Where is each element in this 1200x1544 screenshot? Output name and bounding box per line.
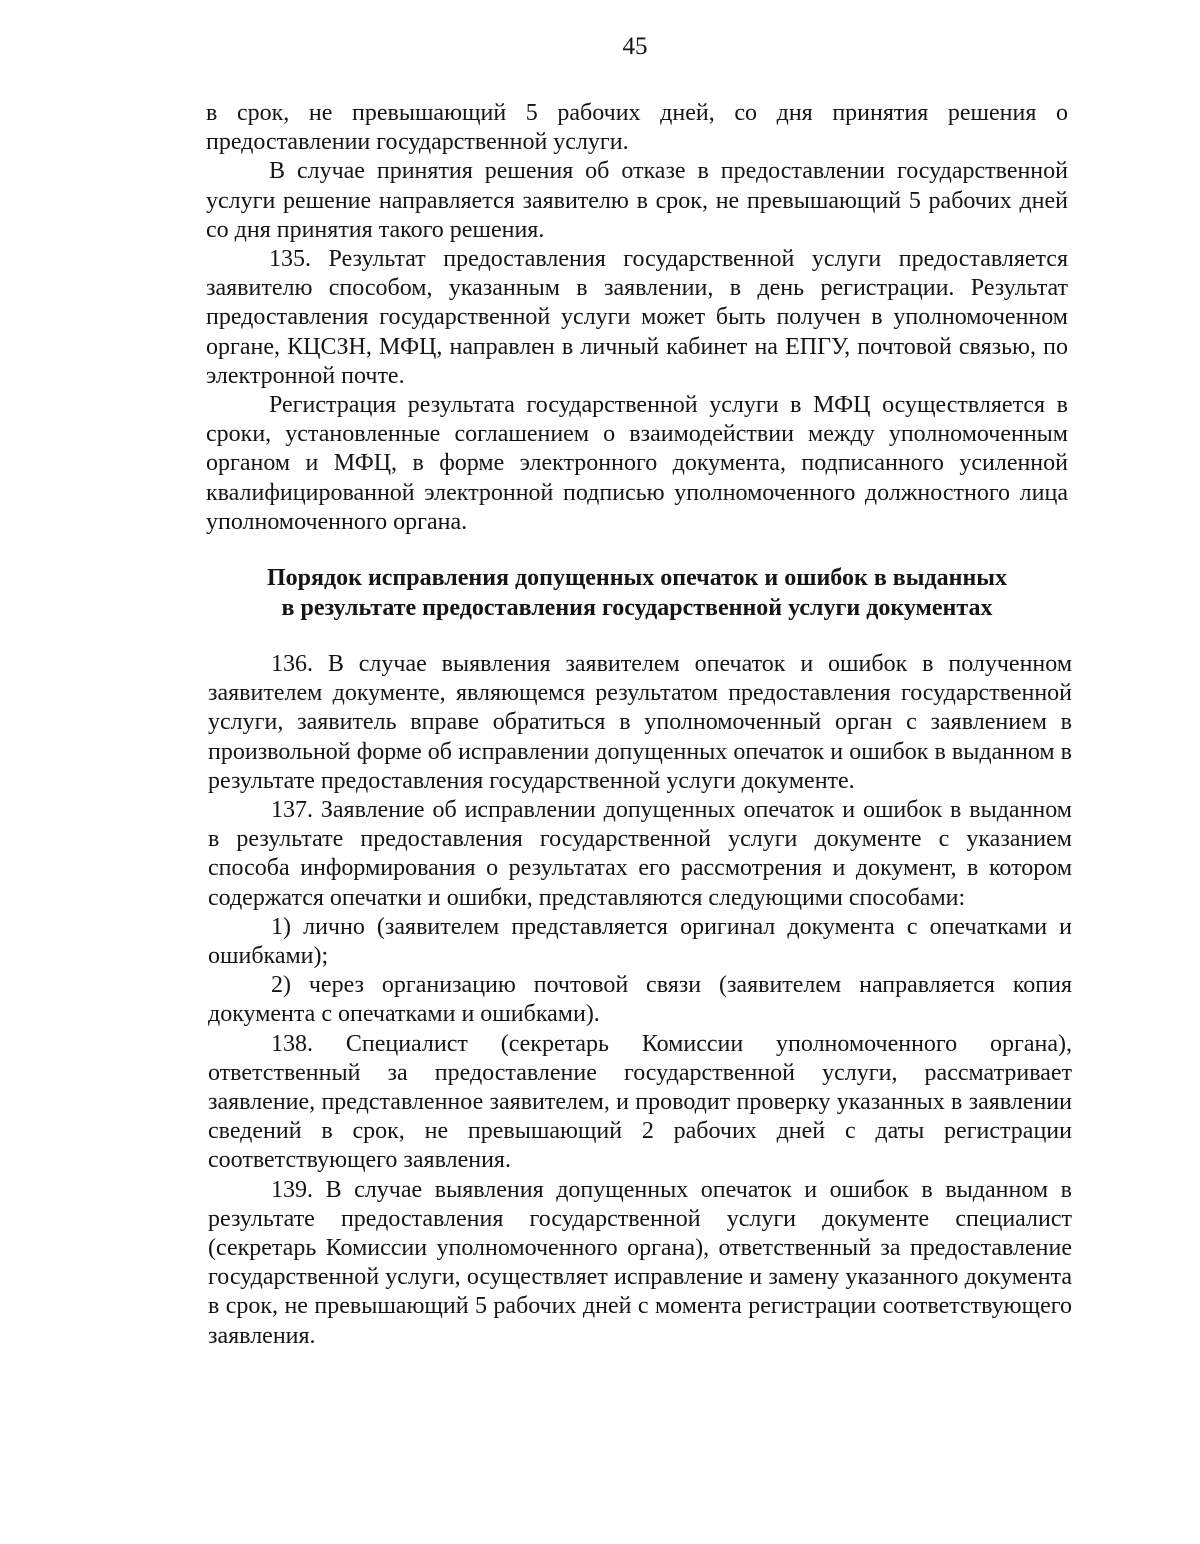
list-item-1: 1) лично (заявителем представляется оригинал документа с опечатками и ошибками); (208, 913, 1072, 970)
paragraph-138: 138. Специалист (секретарь Комиссии уполномоченного органа), ответственный за предоставление государственной услуги, рассматривает заявление, представленное заявителем, и проводит проверку указанных в заявлении сведений в срок, не превышающий 2 рабочих дней с даты регистрации соответствующего заявления. (208, 1030, 1072, 1174)
list-item-2: 2) через организацию почтовой связи (заявителем направляется копия документа с опечатками и ошибками). (208, 972, 1072, 1028)
paragraph-refusal: В случае принятия решения об отказе в предоставлении государственной услуги решение направляется заявителю в срок, не превышающий 5 рабочих дней со дня принятия такого решения. (206, 158, 1068, 243)
paragraph-registration: Регистрация результата государственной услуги в МФЦ осуществляется в сроки, установленные соглашением о взаимодействии между уполномоченным органом и МФЦ, в форме электронного документа, подписанного усиленной квалифицированной электронной подписью уполномоченного должностного лица уполномоченного органа. (206, 392, 1068, 535)
section-heading (206, 564, 1068, 623)
section-heading-line-2: в результате предоставления государственной услуги документах (281, 594, 993, 621)
paragraph-135: 135. Результат предоставления государственной услуги предоставляется заявителю способом, указанным в заявлении, в день регистрации. Результат предоставления государственной услуги может быть получен в уполномоченном органе, КЦСЗН, МФЦ, направлен в личный кабинет на ЕПГУ, почтовой связью, по электронной почте. (206, 246, 1068, 389)
page-number: 45 (622, 33, 648, 60)
paragraph-139: 139. В случае выявления допущенных опечаток и ошибок в выданном в результате предоставления государственной услуги документе специалист (секретарь Комиссии уполномоченного органа), ответственный за предоставление государственной услуги, осуществляет исправление и замену указанного документа в срок, не превышающий 5 рабочих дней с момента регистрации соответствующего заявления. (208, 1176, 1072, 1349)
paragraph-136: 136. В случае выявления заявителем опечаток и ошибок в полученном заявителем документе, являющемся результатом предоставления государственной услуги, заявитель вправе обратиться в уполномоченный орган с заявлением в произвольной форме об исправлении допущенных опечаток и ошибок в выданном в результате предоставления государственной услуги документе. (208, 651, 1072, 794)
bottom-text-block (208, 650, 1072, 1351)
paragraph-137: 137. Заявление об исправлении допущенных опечаток и ошибок в выданном в результате предоставления государственной услуги документе с указанием способа информирования о результатах его рассмотрения и документ, в котором содержатся опечатки и ошибки, представляются следующими способами: (208, 797, 1072, 911)
paragraph-continuation: в срок, не превышающий 5 рабочих дней, со дня принятия решения о предоставлении государственной услуги. (206, 100, 1068, 156)
section-heading-line-1: Порядок исправления допущенных опечаток и ошибок в выданных (266, 565, 1008, 591)
top-text-block (206, 99, 1068, 537)
